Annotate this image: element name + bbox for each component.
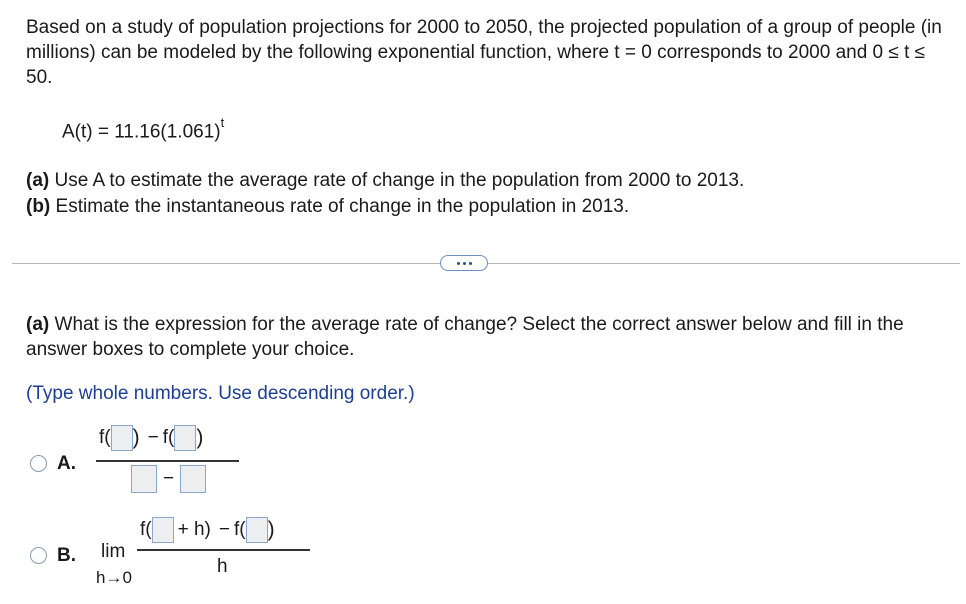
option-a-num-minus: − xyxy=(147,427,159,448)
option-a-label: A. xyxy=(57,453,76,474)
question-label: (a) xyxy=(26,314,50,335)
option-a-numerator xyxy=(99,425,203,451)
option-a-close-paren-2: ) xyxy=(196,426,204,449)
option-a-num-box-2[interactable] xyxy=(174,425,196,451)
expand-more-button[interactable] xyxy=(440,255,488,271)
option-a-fraction-bar xyxy=(96,460,239,462)
dot-icon xyxy=(463,262,466,265)
option-b-lim-subscript: h→0 xyxy=(96,568,132,587)
option-a-den-box-2[interactable] xyxy=(180,465,206,493)
option-b-lim: lim xyxy=(101,541,126,562)
option-b-num-box-2[interactable] xyxy=(246,517,268,543)
option-b-numerator xyxy=(140,517,275,543)
option-b-radio[interactable] xyxy=(30,547,47,564)
part-a-text: Use A to estimate the average rate of change in the population from 2000 to 2013. xyxy=(49,170,745,191)
option-a-radio[interactable] xyxy=(30,455,47,472)
option-b-num-minus: − xyxy=(218,519,230,540)
part-a-statement xyxy=(26,168,744,193)
option-a-f2: f( xyxy=(162,427,175,448)
option-a-f1: f( xyxy=(99,427,111,448)
option-b-f2: f( xyxy=(234,519,246,540)
dot-icon xyxy=(469,262,472,265)
question-prompt xyxy=(26,312,951,362)
answer-instruction: (Type whole numbers. Use descending order.) xyxy=(26,383,415,404)
option-a-den-box-1[interactable] xyxy=(131,465,157,493)
option-b-close-paren-2: ) xyxy=(267,518,275,541)
option-b-f1: f( xyxy=(140,519,152,540)
option-b-label: B. xyxy=(57,545,76,566)
option-b-fraction-bar xyxy=(137,549,310,551)
option-a-den-minus: − xyxy=(163,468,175,489)
option-b-plus-h: + h) xyxy=(177,519,211,540)
option-a-denominator xyxy=(131,465,206,493)
model-equation-base: A(t) = 11.16(1.061) xyxy=(62,121,221,143)
model-equation-exponent: t xyxy=(220,115,225,130)
dot-icon xyxy=(457,262,460,265)
option-a-num-box-1[interactable] xyxy=(111,425,133,451)
option-a-close-paren-1: ) xyxy=(132,426,140,449)
problem-intro: Based on a study of population projections for 2000 to 2050, the projected population of a group of people (in millions) can be modeled by the following exponential function, where t = 0 corresponds to 2000 and 0 ≤ t ≤ 50. xyxy=(26,17,942,88)
option-b-denominator: h xyxy=(217,556,228,577)
part-b-statement xyxy=(26,194,629,219)
model-equation xyxy=(62,115,225,143)
part-a-label: (a) xyxy=(26,170,50,191)
part-b-text: Estimate the instantaneous rate of change in the population in 2013. xyxy=(50,196,630,217)
option-b-num-box-1[interactable] xyxy=(152,517,174,543)
question-text: What is the expression for the average rate of change? Select the correct answer below and fill in the answer boxes to complete your choice. xyxy=(26,314,904,360)
part-b-label: (b) xyxy=(26,196,51,217)
